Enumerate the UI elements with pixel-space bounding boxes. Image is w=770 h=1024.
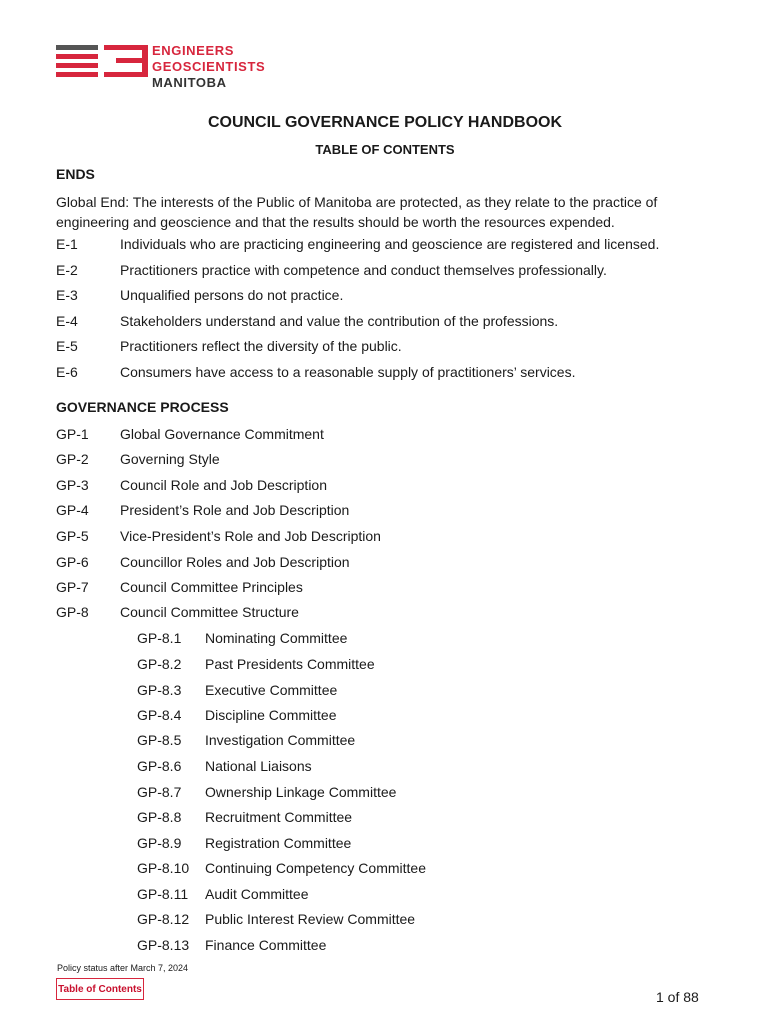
entry-code: GP-5 xyxy=(56,528,89,544)
entry-code: GP-8.12 xyxy=(137,911,190,927)
entry-text: Public Interest Review Committee xyxy=(205,911,416,927)
entry-code: E-5 xyxy=(56,338,78,354)
entry-text: Ownership Linkage Committee xyxy=(205,784,397,800)
entry-code: E-6 xyxy=(56,364,78,380)
table-of-contents-link[interactable]: Table of Contents xyxy=(56,978,144,1000)
document-title: COUNCIL GOVERNANCE POLICY HANDBOOK xyxy=(207,114,563,131)
entry-code: GP-8.1 xyxy=(137,630,182,646)
entry-text: Practitioners practice with competence and conduct themselves professionally. xyxy=(120,262,607,278)
entry-text: Nominating Committee xyxy=(205,630,348,646)
entry-code: E-4 xyxy=(56,313,78,329)
entry-code: GP-7 xyxy=(56,579,89,595)
page-number: 1 of 88 xyxy=(656,989,699,1005)
entry-code: GP-8 xyxy=(56,604,89,620)
entry-text: Audit Committee xyxy=(205,886,309,902)
entry-text: Governing Style xyxy=(120,451,220,467)
entry-text: Finance Committee xyxy=(205,937,327,953)
entry-text: Executive Committee xyxy=(205,682,338,698)
entry-text: Councillor Roles and Job Description xyxy=(120,554,350,570)
entry-code: GP-8.11 xyxy=(137,886,189,902)
logo-mark-icon xyxy=(56,45,148,79)
entry-code: GP-8.2 xyxy=(137,656,182,672)
entry-text: Recruitment Committee xyxy=(205,809,353,825)
entry-code: E-3 xyxy=(56,287,78,303)
entry-text: President’s Role and Job Description xyxy=(120,502,350,518)
entry-text: Past Presidents Committee xyxy=(205,656,375,672)
logo-line-manitoba: MANITOBA xyxy=(152,75,227,90)
ends-heading: ENDS xyxy=(56,166,95,182)
entry-text: Consumers have access to a reasonable supply of practitioners’ services. xyxy=(120,364,576,380)
entry-text: Vice-President’s Role and Job Description xyxy=(120,528,381,544)
entry-code: GP-1 xyxy=(56,426,89,442)
entry-code: GP-8.7 xyxy=(137,784,182,800)
entry-text: Council Role and Job Description xyxy=(120,477,327,493)
logo-line-geoscientists: GEOSCIENTISTS xyxy=(152,59,266,74)
global-end-text: Global End: The interests of the Public of Manitoba are protected, as they relate to the practice of engineering and geoscience and that the results should be worth the resources expended. xyxy=(56,194,658,230)
entry-code: GP-8.3 xyxy=(137,682,182,698)
entry-text: Discipline Committee xyxy=(205,707,337,723)
document-subtitle: TABLE OF CONTENTS xyxy=(315,142,455,157)
entry-code: E-1 xyxy=(56,236,78,252)
entry-code: GP-3 xyxy=(56,477,89,493)
governance-heading: GOVERNANCE PROCESS xyxy=(56,399,229,415)
entry-code: GP-8.8 xyxy=(137,809,182,825)
policy-status-note: Policy status after March 7, 2024 xyxy=(57,963,189,973)
entry-text: Stakeholders understand and value the contribution of the professions. xyxy=(120,313,559,329)
entry-code: GP-8.5 xyxy=(137,732,182,748)
organization-logo xyxy=(56,43,296,98)
entry-code: GP-4 xyxy=(56,502,89,518)
entry-code: GP-8.10 xyxy=(137,860,190,876)
entry-text: Continuing Competency Committee xyxy=(205,860,426,876)
entry-code: GP-2 xyxy=(56,451,89,467)
entry-text: National Liaisons xyxy=(205,758,312,774)
entry-code: GP-8.4 xyxy=(137,707,182,723)
entry-code: GP-8.6 xyxy=(137,758,182,774)
entry-code: GP-6 xyxy=(56,554,89,570)
entry-code: GP-8.9 xyxy=(137,835,182,851)
entry-text: Investigation Committee xyxy=(205,732,356,748)
logo-line-engineers: ENGINEERS xyxy=(152,43,234,58)
entry-text: Global Governance Commitment xyxy=(120,426,324,442)
entry-text: Council Committee Principles xyxy=(120,579,303,595)
entry-text: Practitioners reflect the diversity of the public. xyxy=(120,338,402,354)
entry-text: Council Committee Structure xyxy=(120,604,299,620)
entry-text: Registration Committee xyxy=(205,835,352,851)
entry-text: Unqualified persons do not practice. xyxy=(120,287,344,303)
entry-text: Individuals who are practicing engineering and geoscience are registered and licensed. xyxy=(120,236,660,252)
entry-code: GP-8.13 xyxy=(137,937,190,953)
entry-code: E-2 xyxy=(56,262,78,278)
